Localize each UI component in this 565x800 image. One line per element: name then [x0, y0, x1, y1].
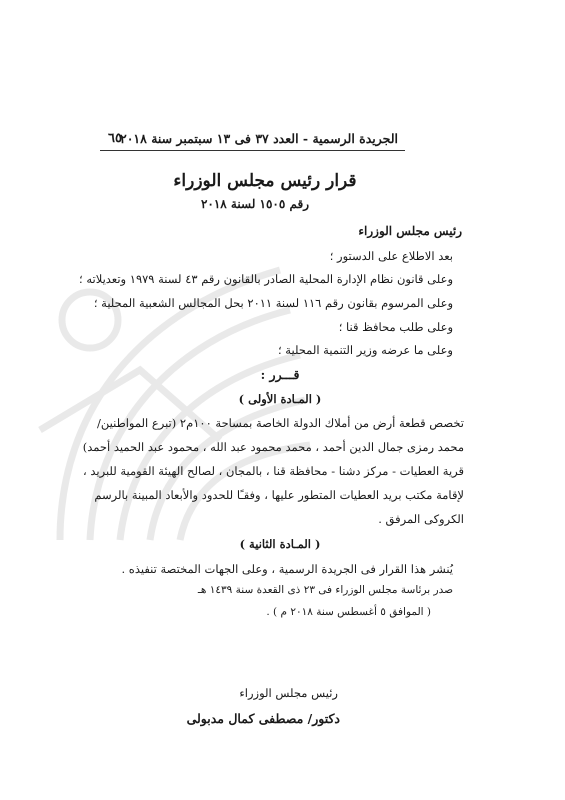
issuer-heading: رئيس مجلس الوزراء: [358, 224, 462, 238]
signature-title: رئيس مجلس الوزراء: [239, 686, 338, 700]
article-2-title: ( المـادة الثانية ): [239, 537, 321, 551]
article-1-title: ( المـادة الأولى ): [238, 392, 322, 406]
corresponding-date: ( الموافق ٥ أغسطس سنة ٢٠١٨ م ) .: [266, 606, 431, 618]
issued-at: صدر برئاسة مجلس الوزراء فى ٢٣ ذى القعدة سنة ١٤٣٩ هـ: [197, 584, 453, 596]
preamble-line: بعد الاطلاع على الدستور ؛: [329, 249, 453, 263]
preamble-line: وعلى المرسوم بقانون رقم ١١٦ لسنة ٢٠١١ بحل المجالس الشعبية المحلية ؛: [93, 296, 453, 310]
article-2-text: يُنشر هذا القرار فى الجريدة الرسمية ، وعلى الجهات المختصة تنفيذه .: [121, 562, 453, 576]
article-1-line: قرية العطيات - مركز دشنا - محافظة قنا ، بالمجان ، لصالح الهيئة القومية للبريد ،: [83, 464, 464, 478]
article-1-line: الكروكى المرفق .: [378, 512, 464, 526]
article-1-line: محمد رمزى جمال الدين أحمد ، محمد محمود عبد الله ، محمود عبد الحميد أحمد): [82, 440, 464, 454]
signature-name: دكتور/ مصطفى كمال مدبولى: [186, 711, 340, 726]
header-rule: [100, 150, 405, 151]
decree-title: قرار رئيس مجلس الوزراء: [173, 171, 357, 191]
decided-heading: قـــرر :: [260, 367, 300, 382]
page-number: ٦٥: [108, 131, 122, 146]
preamble-line: وعلى طلب محافظ قنا ؛: [338, 320, 453, 334]
article-1-line: تخصص قطعة أرض من أملاك الدولة الخاصة بمساحة ١٠٠م٢ (تبرع المواطنين/: [97, 416, 464, 430]
running-header: الجريدة الرسمية - العدد ٣٧ فى ١٣ سبتمبر سنة ٢٠١٨: [120, 131, 398, 146]
article-1-line: لإقامة مكتب بريد العطيات المتطور عليها ، وفقـًا للحدود والأبعاد المبينة بالرسم: [94, 488, 464, 502]
preamble-line: وعلى قانون نظام الإدارة المحلية الصادر بالقانون رقم ٤٣ لسنة ١٩٧٩ وتعديلاته ؛: [79, 272, 453, 286]
decree-number: رقم ١٥٠٥ لسنة ٢٠١٨: [200, 197, 310, 211]
preamble-line: وعلى ما عرضه وزير التنمية المحلية ؛: [278, 343, 453, 357]
